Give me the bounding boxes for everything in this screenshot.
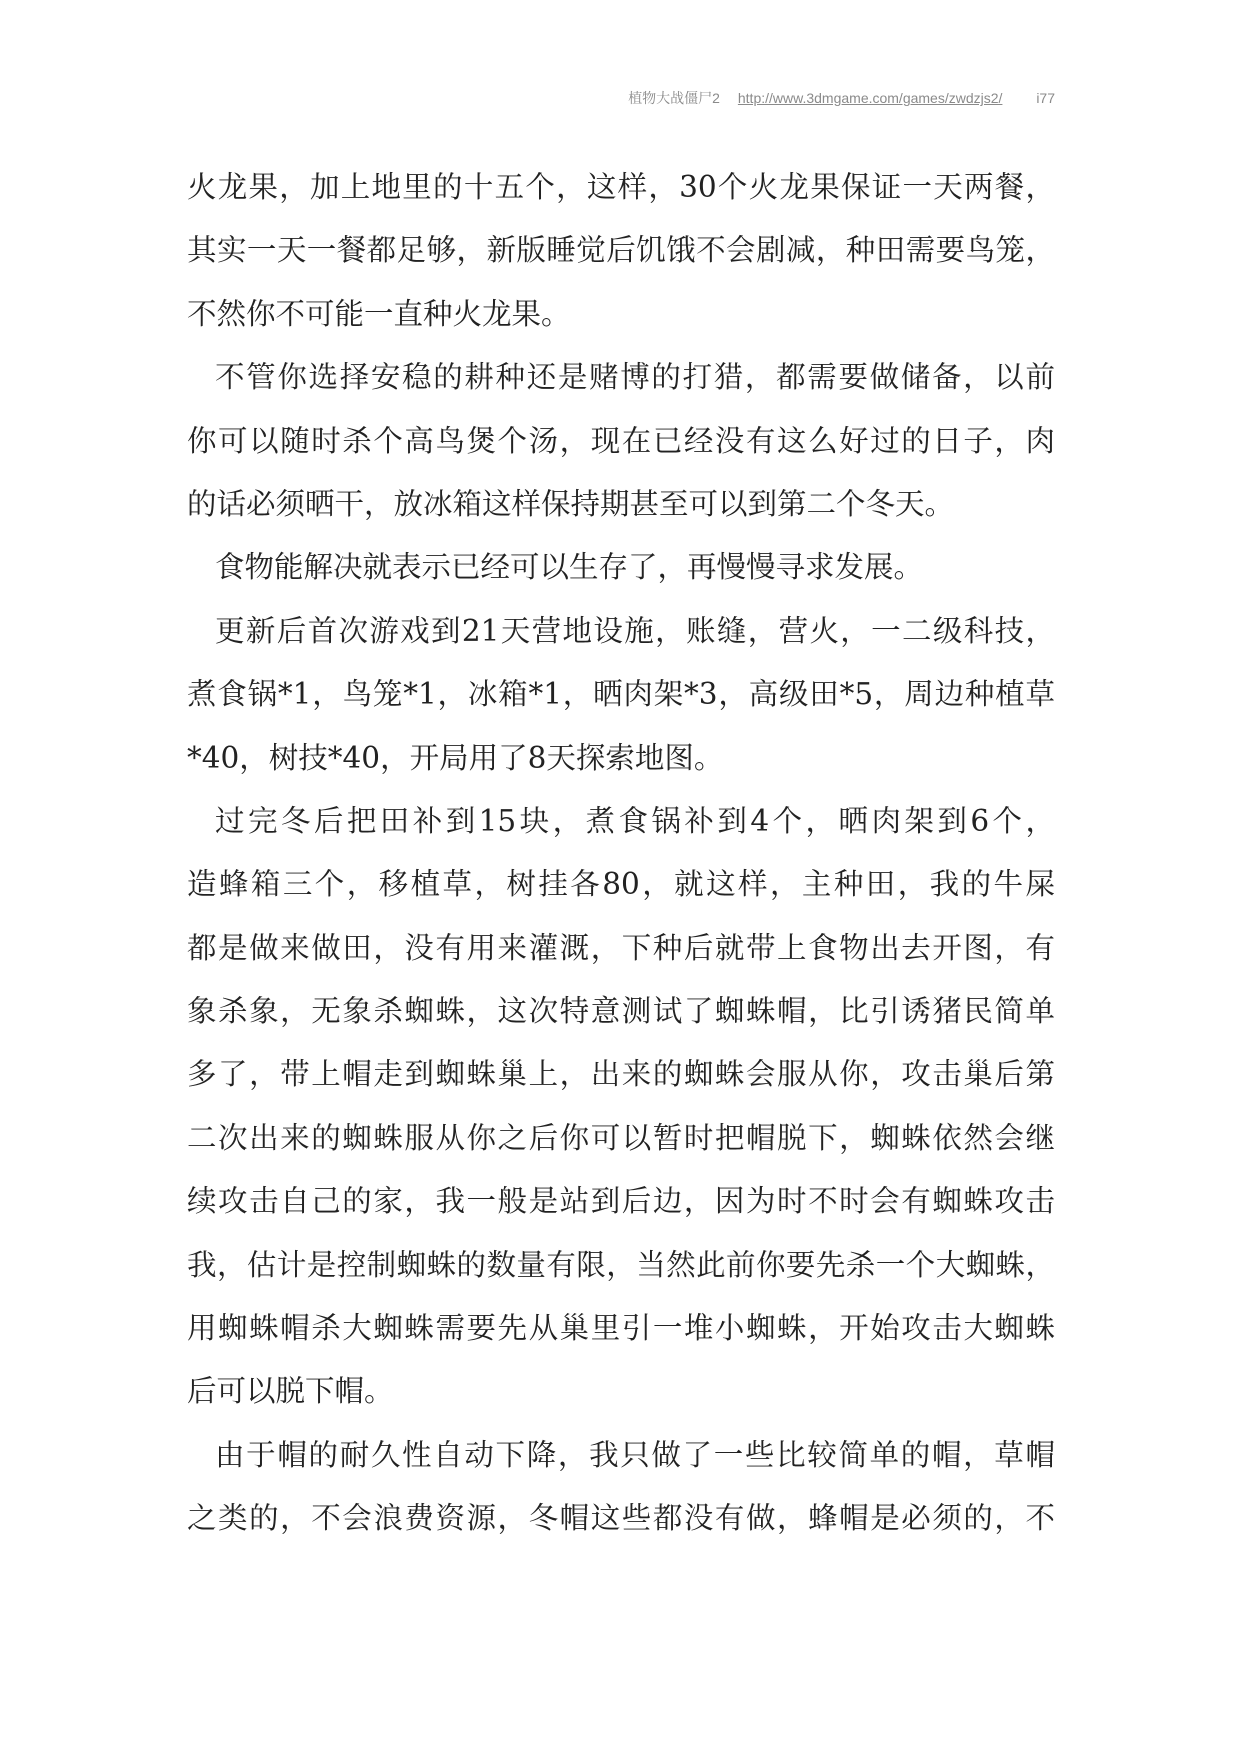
text-line: 后可以脱下帽。 [187,1374,394,1409]
text-line: 用蜘蛛帽杀大蜘蛛需要先从巢里引一堆小蜘蛛，开始攻击大蜘蛛 [187,1311,1055,1346]
text-line: 二次出来的蜘蛛服从你之后你可以暂时把帽脱下，蜘蛛依然会继 [187,1120,1055,1155]
source-link[interactable]: http://www.3dmgame.com/games/zwdzjs2/ [737,90,1003,106]
text-line: *40，树技*40，开局用了8天探索地图。 [187,740,724,775]
page-header [628,88,1055,108]
text-line: 不管你选择安稳的耕种还是赌博的打猎，都需要做储备，以前 [215,360,1055,395]
text-line: 我，估计是控制蜘蛛的数量有限，当然此前你要先杀一个大蜘蛛， [187,1247,1055,1282]
text-line: 更新后首次游戏到21天营地设施，账缝，营火，一二级科技， [215,613,1055,648]
text-line: 的话必须晒干，放冰箱这样保持期甚至可以到第二个冬天。 [187,486,955,521]
text-line: 之类的，不会浪费资源，冬帽这些都没有做，蜂帽是必须的，不 [187,1501,1055,1536]
site-title: 植物大战僵尸2 [628,90,720,106]
text-line: 火龙果，加上地里的十五个，这样，30个火龙果保证一天两餐， [187,170,1055,204]
text-line: 续攻击自己的家，我一般是站到后边，因为时不时会有蜘蛛攻击 [187,1184,1055,1219]
article-body [187,156,1055,1551]
text-line: 其实一天一餐都足够，新版睡觉后饥饿不会剧减，种田需要鸟笼， [187,233,1055,268]
text-line: 象杀象，无象杀蜘蛛，这次特意测试了蜘蛛帽，比引诱猪民简单 [187,994,1055,1029]
text-line: 食物能解决就表示已经可以生存了，再慢慢寻求发展。 [215,550,924,585]
text-line: 过完冬后把田补到15块，煮食锅补到4个，晒肉架到6个， [215,803,1055,838]
text-line: 不然你不可能一直种火龙果。 [187,296,571,331]
text-line: 多了，带上帽走到蜘蛛巢上，出来的蜘蛛会服从你，攻击巢后第 [187,1057,1055,1092]
text-line: 造蜂箱三个，移植草，树挂各80，就这样，主种田，我的牛屎 [187,867,1055,902]
text-line: 煮食锅*1，鸟笼*1，冰箱*1，晒肉架*3，高级田*5，周边种植草 [187,677,1055,712]
text-line: 你可以随时杀个高鸟煲个汤，现在已经没有这么好过的日子，肉 [187,423,1055,458]
page-number: i77 [1036,90,1055,106]
text-line: 都是做来做田，没有用来灌溉，下种后就带上食物出去开图，有 [187,930,1055,965]
text-line: 由于帽的耐久性自动下降，我只做了一些比较简单的帽，草帽 [215,1437,1055,1472]
